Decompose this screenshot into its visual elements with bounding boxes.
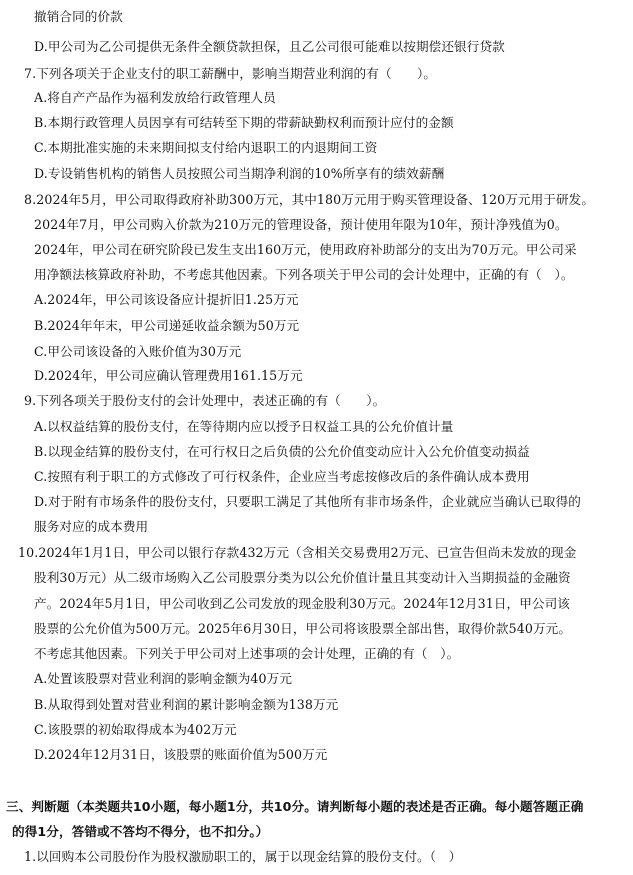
question-10-stem: 股票的公允价值为500万元。2025年6月30日，甲公司将该股票全部出售，取得价款540万元。	[34, 621, 572, 636]
question-10-stem: 10.2024年1月1日，甲公司以银行存款432万元（含相关交易费用2万元、已宣告但尚未发放的现金	[18, 545, 577, 560]
option-line: A.处置该股票对营业利润的影响金额为40万元	[34, 671, 293, 686]
option-line: C.本期批准实施的未来期间拟支付给内退职工的内退期间工资	[34, 140, 378, 155]
question-10-stem: 产。2024年5月1日，甲公司收到乙公司发放的现金股利30万元。2024年12月31日，甲公司该	[34, 596, 570, 611]
option-line: D.甲公司为乙公司提供无条件全额贷款担保，且乙公司很可能难以按期偿还银行贷款	[34, 39, 505, 54]
option-line: B.以现金结算的股份支付，在可行权日之后负债的公允价值变动应计入公允价值变动损益	[34, 444, 530, 459]
option-line: D.专设销售机构的销售人员按照公司当期净利润的10%所享有的绩效薪酬	[34, 166, 445, 181]
option-line: D.对于附有市场条件的股份支付，只要职工满足了其他所有非市场条件，企业就应当确认已取得的	[34, 494, 581, 509]
text-line: 撤销合同的价款	[34, 9, 123, 24]
question-7-stem: 7.下列各项关于企业支付的职工薪酬中，影响当期营业利润的有（ ）。	[24, 66, 437, 81]
option-line: C.该股票的初始取得成本为402万元	[34, 722, 237, 737]
question-9-stem: 9.下列各项关于股份支付的会计处理中，表述正确的有（ ）。	[24, 393, 386, 408]
option-line: A.以权益结算的股份支付，在等待期内应以授予日权益工具的公允价值计量	[34, 419, 454, 434]
question-8-stem: 2024年，甲公司在研究阶段已发生支出160万元，使用政府补助部分的支出为70万元。甲公司采	[34, 242, 577, 257]
option-line: D.2024年，甲公司应确认管理费用161.15万元	[34, 368, 303, 383]
option-line: D.2024年12月31日，该股票的账面价值为500万元	[34, 747, 328, 762]
question-10-stem: 股利30万元）从二级市场购入乙公司股票分类为以公允价值计量且其变动计入当期损益的金融资	[34, 570, 571, 585]
question-8-stem: 8.2024年5月，甲公司取得政府补助300万元，其中180万元用于购买管理设备、120万元用于研发。	[24, 192, 595, 207]
option-line: A.2024年，甲公司该设备应计提折旧1.25万元	[34, 292, 299, 307]
option-line: B.本期行政管理人员因享有可结转至下期的带薪缺勤权利而预计应付的金额	[34, 115, 454, 130]
option-line: C.甲公司该设备的入账价值为30万元	[34, 344, 242, 359]
question-8-stem: 用净额法核算政府补助，不考虑其他因素。下列各项关于甲公司的会计处理中，正确的有（ ）。	[34, 267, 574, 282]
option-line: 服务对应的成本费用	[34, 519, 149, 534]
section-heading: 三、判断题（本类题共10小题，每小题1分，共10分。请判断每小题的表述是否正确。每小题答题正确	[6, 799, 584, 814]
question-10-stem: 不考虑其他因素。下列关于甲公司对上述事项的会计处理，正确的有（ ）。	[34, 646, 460, 661]
option-line: B.2024年年末，甲公司递延收益余额为50万元	[34, 318, 300, 333]
section-heading: 的得1分，答错或不答均不得分，也不扣分。）	[12, 824, 269, 839]
option-line: A.将自产产品作为福利发放给行政管理人员	[34, 90, 276, 105]
judgment-question-1: 1.以回购本公司股份作为股权激励职工的，属于以现金结算的股份支付。（ ）	[24, 849, 462, 864]
option-line: C.按照有利于职工的方式修改了可行权条件，企业应当考虑按修改后的条件确认成本费用	[34, 469, 530, 484]
question-8-stem: 2024年7月，甲公司购入价款为210万元的管理设备，预计使用年限为10年，预计净残值为0。	[34, 217, 568, 232]
option-line: B.从取得到处置对营业利润的累计影响金额为138万元	[34, 697, 339, 712]
